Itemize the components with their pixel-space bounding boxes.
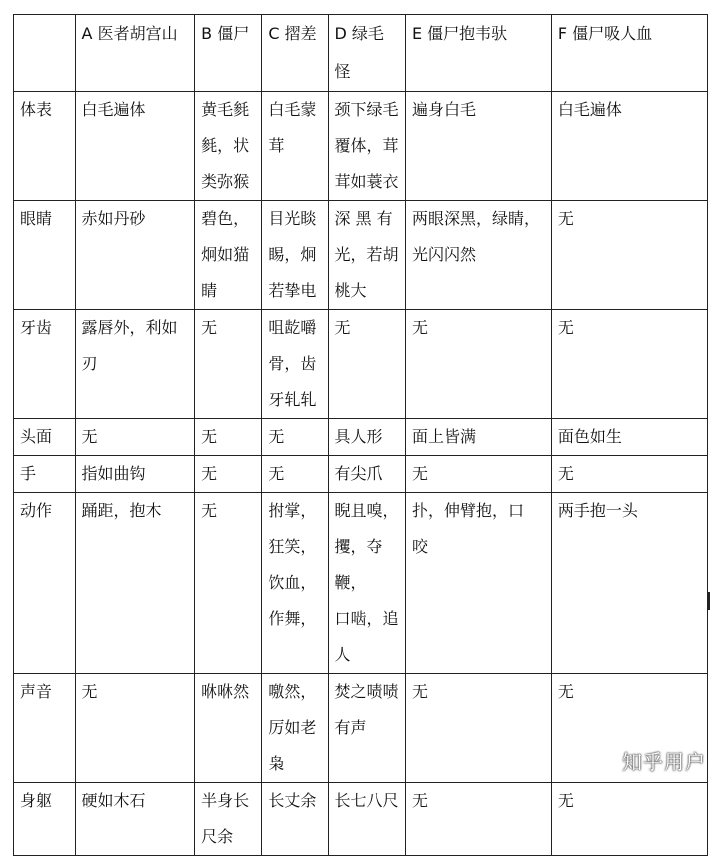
table-cell: 面上皆满 [405, 419, 551, 456]
table-cell: 拊掌， 狂笑， 饮血， 作舞， [262, 493, 328, 674]
header-corner [14, 15, 76, 92]
table-cell: 无 [328, 310, 405, 419]
table-cell: 白毛遍体 [75, 92, 195, 201]
table-cell: 白毛遍体 [551, 92, 707, 201]
table-cell: 长七八尺 [328, 783, 405, 856]
table-row-action [14, 493, 708, 674]
table-cell: 无 [405, 674, 551, 783]
header-col-d: D 绿毛怪 [328, 15, 405, 92]
watermark: 知乎用户 [622, 750, 706, 774]
table-cell: 咻咻然 [195, 674, 262, 783]
table-cell: 无 [551, 310, 707, 419]
table-cell: 碧色， 炯如猫 睛 [195, 201, 262, 310]
table-cell: 焚之啧啧 有声 [328, 674, 405, 783]
table-cell: 颈下绿毛 覆体，茸 茸如蓑衣 [328, 92, 405, 201]
table-row-face [14, 419, 708, 456]
comparison-table [13, 14, 708, 856]
table-row-body-surface [14, 92, 708, 201]
scrollbar-thumb[interactable] [708, 592, 710, 610]
table-cell: 踊距，抱木 [75, 493, 195, 674]
header-col-a: A 医者胡宫山 [75, 15, 195, 92]
table-cell: 咀龁嚼 骨，齿 牙轧轧 [262, 310, 328, 419]
table-cell: 无 [262, 419, 328, 456]
table-cell: 两手抱一头 [551, 493, 707, 674]
table-cell: 无 [405, 783, 551, 856]
table-cell: 无 [405, 310, 551, 419]
table-cell: 无 [195, 419, 262, 456]
table-cell: 露唇外，利如 刃 [75, 310, 195, 419]
table-cell: 深 黑 有 光，若胡 桃大 [328, 201, 405, 310]
table-cell: 指如曲钩 [75, 456, 195, 493]
table-cell: 半身长 尺余 [195, 783, 262, 856]
row-label: 头面 [14, 419, 76, 456]
table-cell: 无 [75, 674, 195, 783]
table-cell: 赤如丹砂 [75, 201, 195, 310]
table-cell: 白毛蒙 茸 [262, 92, 328, 201]
table-cell: 无 [551, 456, 707, 493]
table-cell: 无 [551, 783, 707, 856]
table-cell: 长丈余 [262, 783, 328, 856]
table-cell: 面色如生 [551, 419, 707, 456]
table-row-hand [14, 456, 708, 493]
table-cell: 有尖爪 [328, 456, 405, 493]
table-cell: 具人形 [328, 419, 405, 456]
row-label: 眼睛 [14, 201, 76, 310]
header-col-f: F 僵尸吸人血 [551, 15, 707, 92]
table-cell: 无 [405, 456, 551, 493]
table-row-teeth [14, 310, 708, 419]
header-col-e: E 僵尸抱韦驮 [405, 15, 551, 92]
table-cell: 黄毛毵 毵，状 类弥猴 [195, 92, 262, 201]
row-label: 手 [14, 456, 76, 493]
row-label: 牙齿 [14, 310, 76, 419]
header-col-b: B 僵尸 [195, 15, 262, 92]
row-label: 声音 [14, 674, 76, 783]
row-label: 身躯 [14, 783, 76, 856]
header-col-c: C 摺差 [262, 15, 328, 92]
table-row-eyes [14, 201, 708, 310]
table-cell: 无 [551, 201, 707, 310]
table-cell: 硬如木石 [75, 783, 195, 856]
table-cell: 无 [195, 310, 262, 419]
table-cell: 无 [75, 419, 195, 456]
header-row [14, 15, 708, 92]
row-label: 动作 [14, 493, 76, 674]
table-cell: 无 [551, 674, 707, 783]
table-cell: 睨且嗅， 攫，夺鞭， 口啮，追 人 [328, 493, 405, 674]
table-row-torso [14, 783, 708, 856]
table-cell: 两眼深黑，绿睛， 光闪闪然 [405, 201, 551, 310]
table-cell: 遍身白毛 [405, 92, 551, 201]
table-cell: 噭然， 厉如老 枭 [262, 674, 328, 783]
table-row-sound [14, 674, 708, 783]
table-cell: 无 [195, 456, 262, 493]
table-cell: 无 [195, 493, 262, 674]
table-cell: 扑，伸臂抱，口 咬 [405, 493, 551, 674]
table-cell: 目光睒 睗，炯 若挚电 [262, 201, 328, 310]
table-cell: 无 [262, 456, 328, 493]
row-label: 体表 [14, 92, 76, 201]
